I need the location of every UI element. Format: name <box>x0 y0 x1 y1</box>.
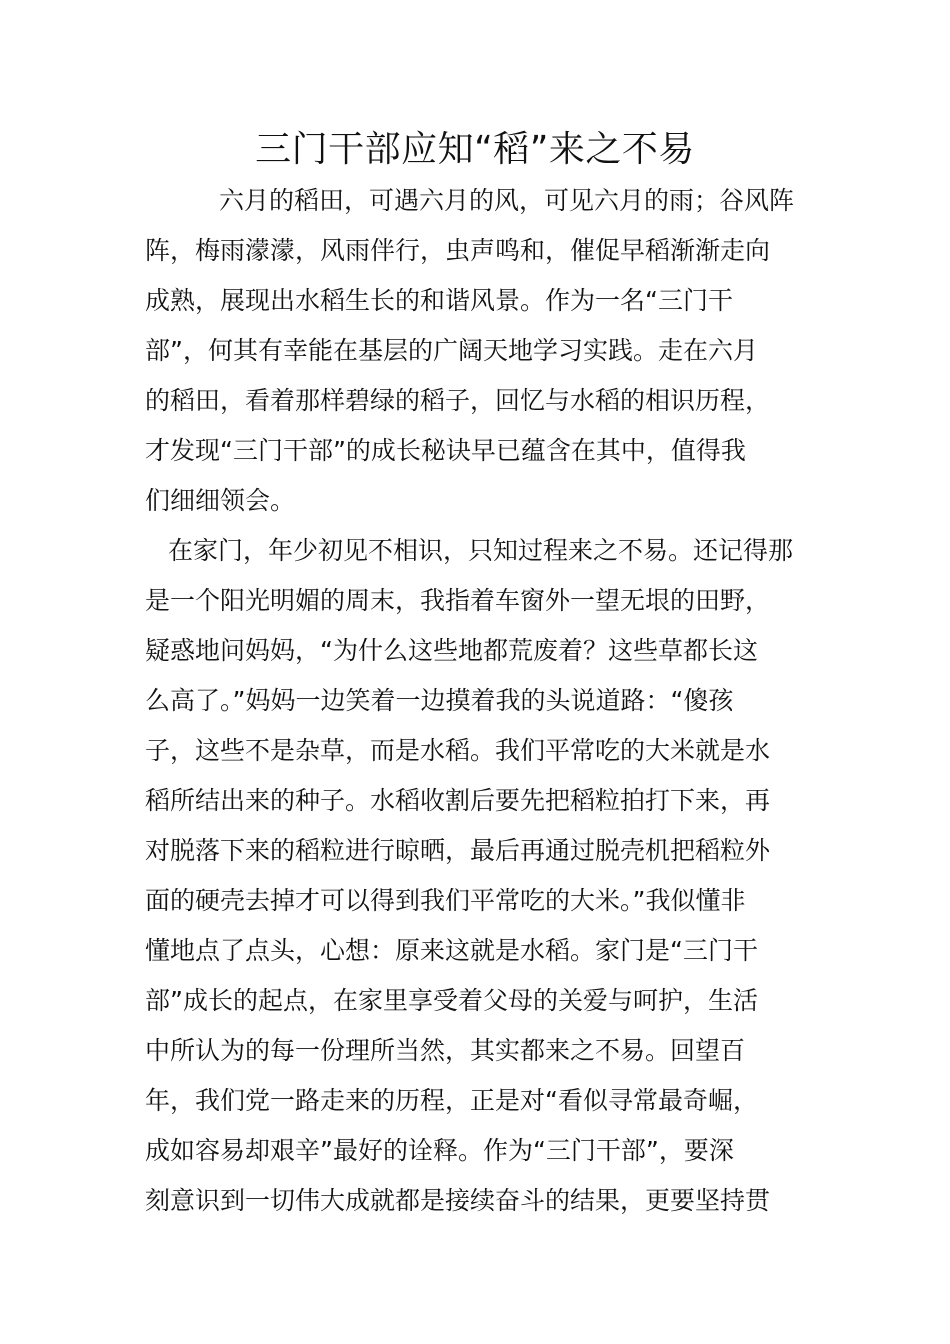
paragraph-2-line-2: 是一个阳光明媚的周末，我指着车窗外一望无垠的田野， <box>145 586 771 615</box>
paragraph-2-line-8: 面的硬壳去掉才可以得到我们平常吃的大米。”我似懂非 <box>145 886 746 915</box>
paragraph-2-line-1: 在家门，年少初见不相识，只知过程来之不易。还记得那 <box>168 536 794 565</box>
paragraph-2-line-10: 部”成长的起点，在家里享受着父母的关爱与呵护，生活 <box>145 986 758 1015</box>
paragraph-2-line-13: 成如容易却艰辛”最好的诠释。作为“三门干部”，要深 <box>145 1136 734 1165</box>
paragraph-2-line-5: 子，这些不是杂草，而是水稻。我们平常吃的大米就是水 <box>145 736 771 765</box>
document-title: 三门干部应知“稻”来之不易 <box>255 129 695 170</box>
paragraph-1-line-6: 才发现“三门干部”的成长秘诀早已蕴含在其中，值得我 <box>145 436 746 465</box>
paragraph-1-line-7: 们细细领会。 <box>145 486 296 515</box>
paragraph-1-line-5: 的稻田，看着那样碧绿的稻子，回忆与水稻的相识历程， <box>145 386 771 415</box>
paragraph-1-line-1: 六月的稻田，可遇六月的风，可见六月的雨；谷风阵 <box>219 186 795 215</box>
paragraph-2-line-9: 懂地点了点头，心想：原来这就是水稻。家门是“三门干 <box>145 936 758 965</box>
paragraph-2-line-12: 年，我们党一路走来的历程，正是对“看似寻常最奇崛， <box>145 1086 758 1115</box>
paragraph-2-line-14: 刻意识到一切伟大成就都是接续奋斗的结果，更要坚持贯 <box>145 1186 771 1215</box>
paragraph-2-line-11: 中所认为的每一份理所当然，其实都来之不易。回望百 <box>145 1036 746 1065</box>
paragraph-2-line-6: 稻所结出来的种子。水稻收割后要先把稻粒拍打下来，再 <box>145 786 771 815</box>
paragraph-2-line-4: 么高了。”妈妈一边笑着一边摸着我的头说道路：“傻孩 <box>145 686 734 715</box>
paragraph-1-line-3: 成熟，展现出水稻生长的和谐风景。作为一名“三门干 <box>145 286 733 315</box>
paragraph-2-line-3: 疑惑地问妈妈，“为什么这些地都荒废着？这些草都长这 <box>145 636 758 665</box>
paragraph-1-line-4: 部”，何其有幸能在基层的广阔天地学习实践。走在六月 <box>145 336 758 365</box>
paragraph-2-line-7: 对脱落下来的稻粒进行晾晒，最后再通过脱壳机把稻粒外 <box>145 836 771 865</box>
paragraph-1-line-2: 阵，梅雨濛濛，风雨伴行，虫声鸣和，催促早稻渐渐走向 <box>145 236 771 265</box>
